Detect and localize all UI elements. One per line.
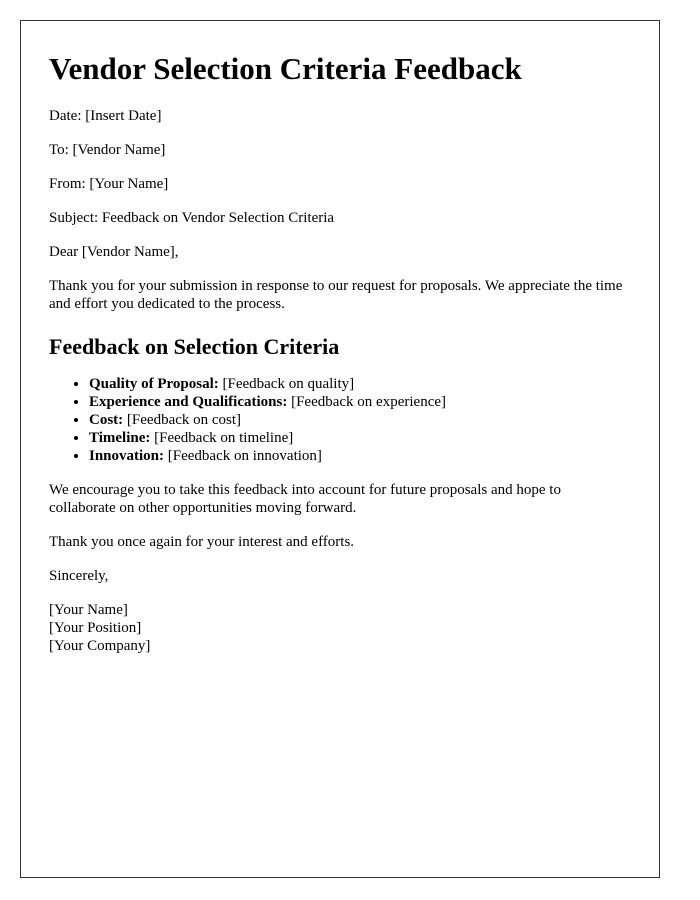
criteria-item	[89, 447, 631, 465]
criteria-feedback: [Feedback on experience]	[287, 394, 447, 410]
letter-title: Vendor Selection Criteria Feedback	[49, 51, 522, 86]
signature-name: [Your Name]	[49, 602, 128, 618]
intro-paragraph: Thank you for your submission in response to our request for proposals. We appreciate the time and effort you dedicated to the process.	[49, 278, 623, 312]
to-line: To: [Vendor Name]	[49, 142, 166, 158]
criteria-item	[89, 429, 631, 447]
thanks-line: Thank you once again for your interest and efforts.	[49, 534, 355, 550]
criteria-item	[89, 375, 631, 393]
criteria-item	[89, 393, 631, 411]
criteria-label: Innovation:	[89, 448, 165, 464]
closing-paragraph: We encourage you to take this feedback into account for future proposals and hope to collaborate on other opportunities moving forward.	[49, 482, 561, 516]
signoff: Sincerely,	[49, 568, 109, 584]
criteria-feedback: [Feedback on cost]	[123, 412, 242, 428]
criteria-item	[89, 411, 631, 429]
criteria-feedback: [Feedback on innovation]	[164, 448, 322, 464]
from-line: From: [Your Name]	[49, 176, 169, 192]
signature-block	[49, 601, 631, 655]
subject-line: Subject: Feedback on Vendor Selection Criteria	[49, 210, 335, 226]
criteria-list	[49, 375, 631, 465]
criteria-label: Timeline:	[89, 430, 151, 446]
date-line: Date: [Insert Date]	[49, 108, 162, 124]
criteria-label: Quality of Proposal:	[89, 376, 219, 392]
criteria-label: Cost:	[89, 412, 124, 428]
salutation: Dear [Vendor Name],	[49, 244, 179, 260]
criteria-feedback: [Feedback on quality]	[218, 376, 355, 392]
letter-page	[20, 20, 660, 878]
signature-position: [Your Position]	[49, 620, 142, 636]
section-heading: Feedback on Selection Criteria	[49, 334, 340, 359]
signature-company: [Your Company]	[49, 638, 151, 654]
criteria-label: Experience and Qualifications:	[89, 394, 288, 410]
criteria-feedback: [Feedback on timeline]	[150, 430, 294, 446]
